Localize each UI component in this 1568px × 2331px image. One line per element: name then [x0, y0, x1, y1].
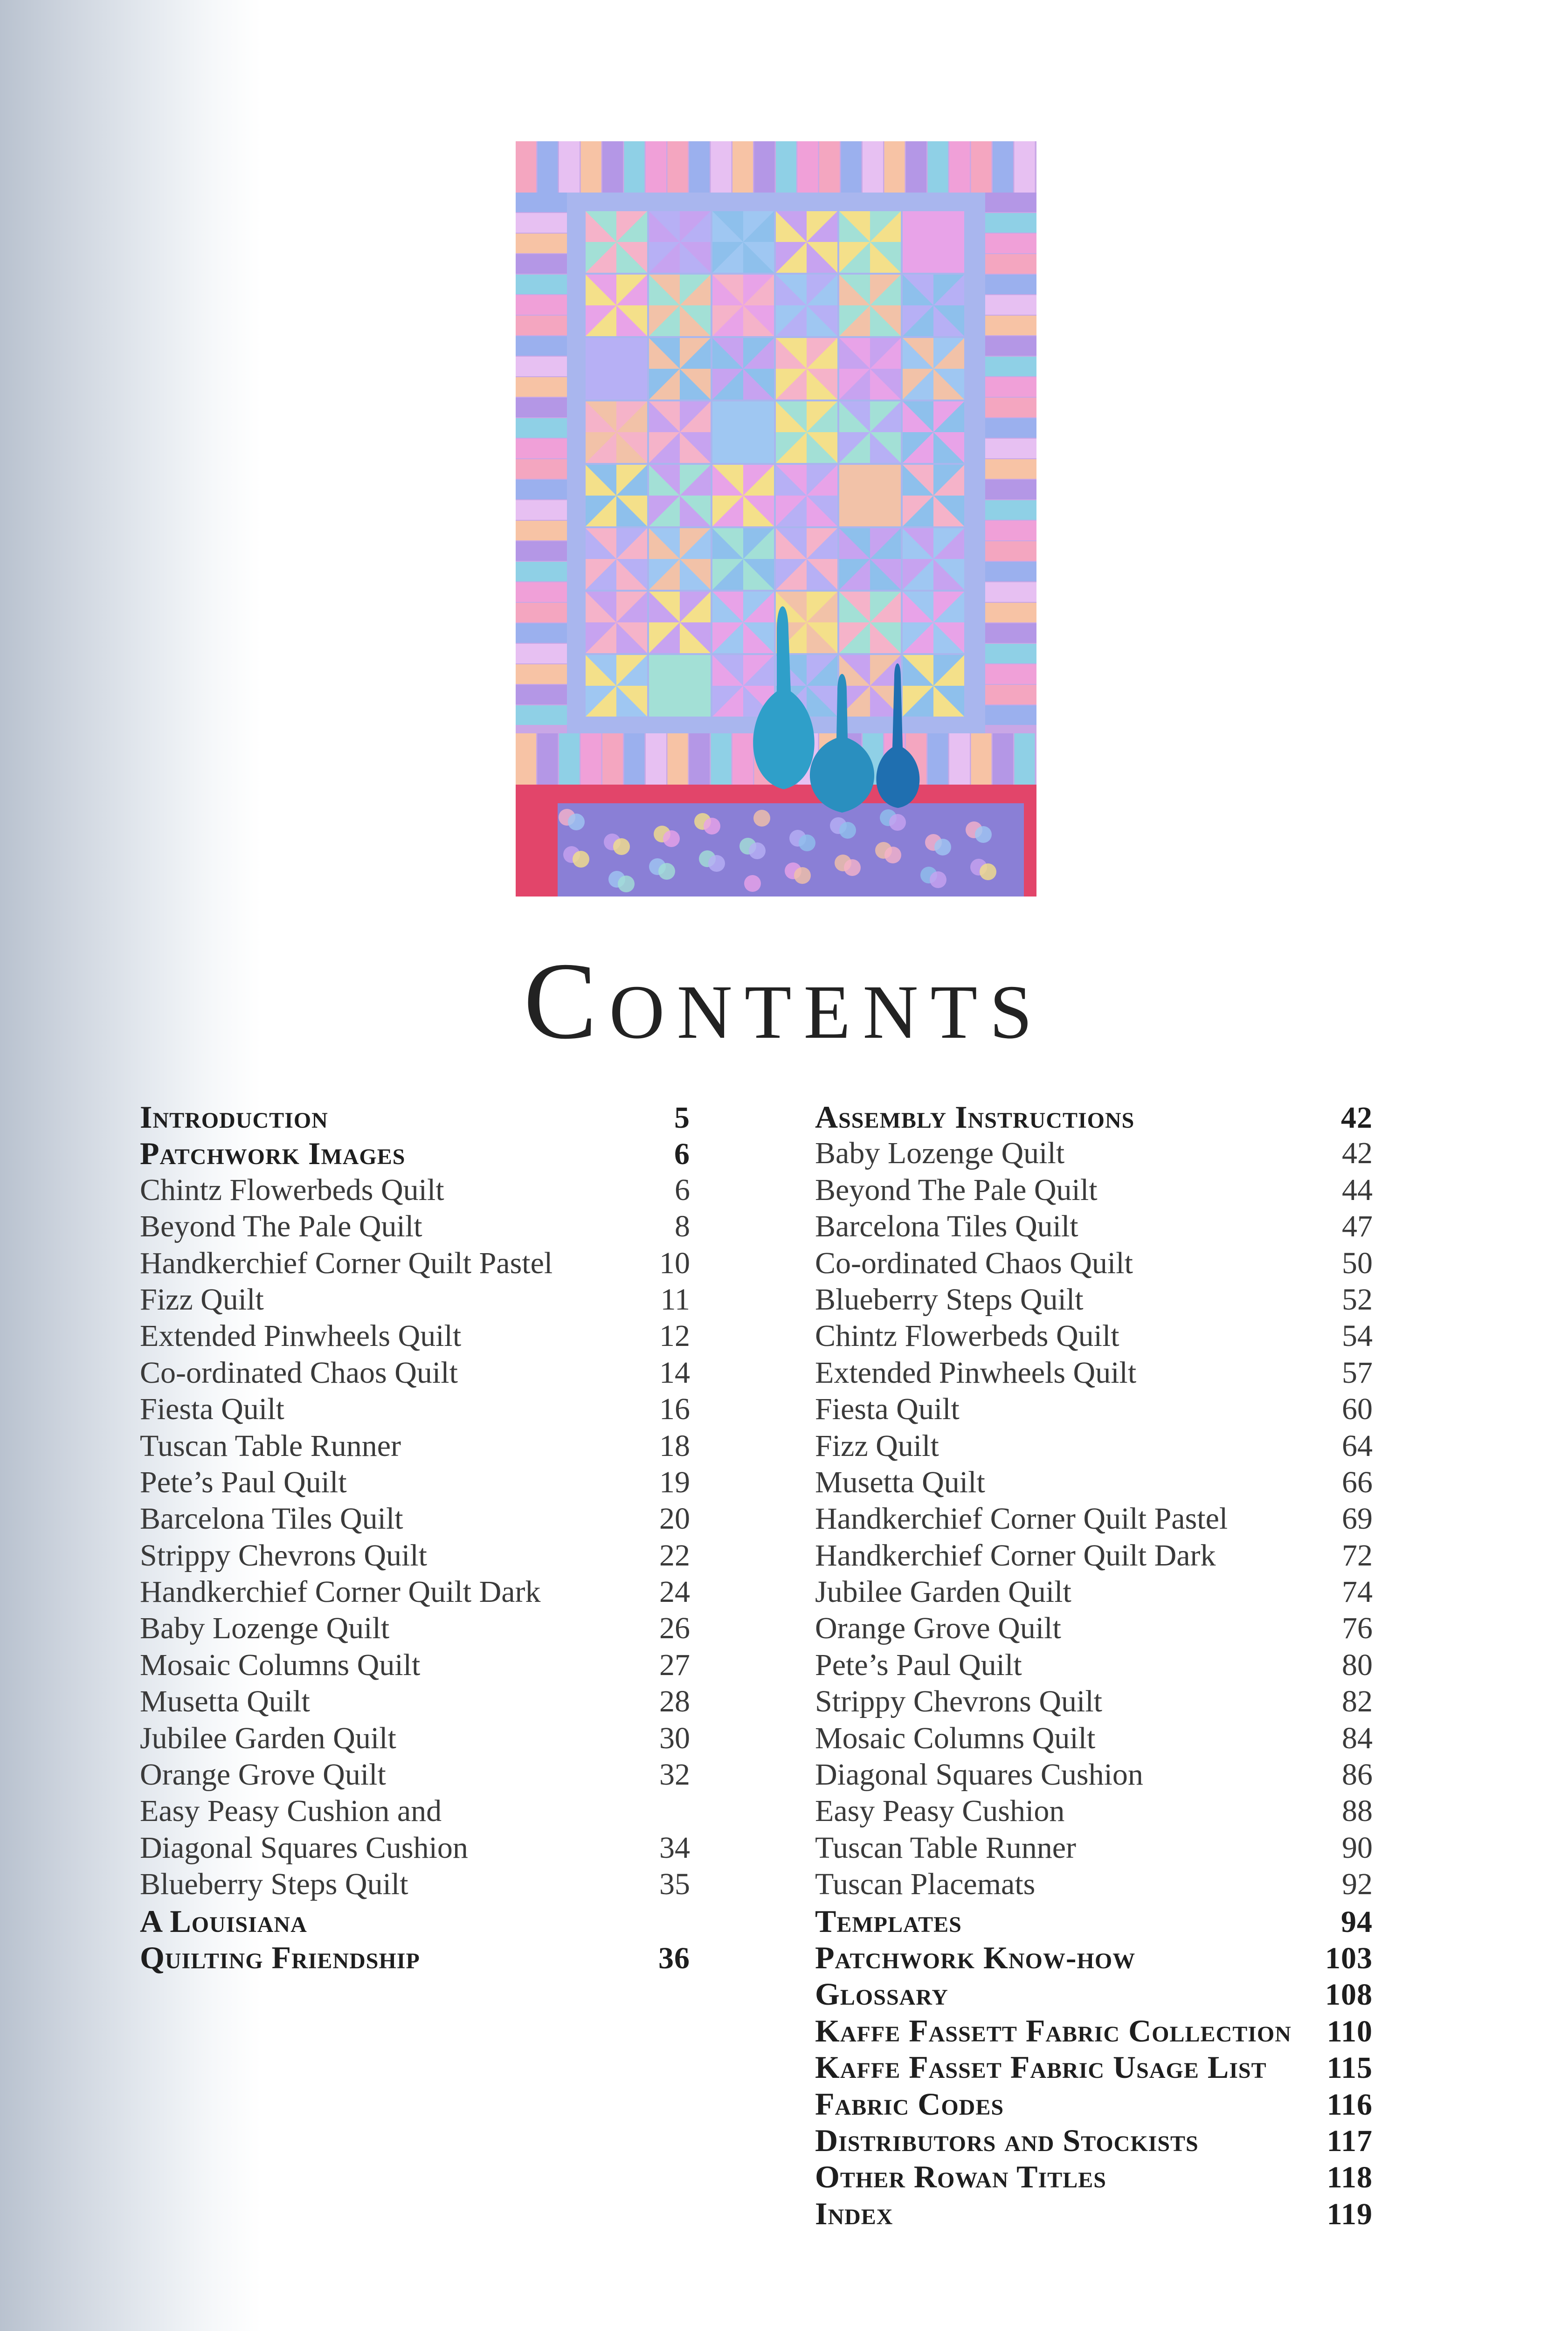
entry-title: Easy Peasy Cushion and	[140, 1794, 442, 1828]
entry-title: Kaffe Fassett Fabric Collection	[815, 2013, 1292, 2048]
quilt-top-stripe	[1015, 141, 1035, 193]
quilt-left-stripe	[516, 275, 567, 294]
contents-entry	[140, 1610, 690, 1647]
quilt-top-stripe	[538, 141, 558, 193]
entry-title: Chintz Flowerbeds Quilt	[140, 1172, 444, 1207]
quilt-right-stripe	[985, 439, 1036, 458]
entry-title: Fizz Quilt	[815, 1428, 939, 1463]
entry-title: Distributors and Stockists	[815, 2122, 1199, 2158]
quilt-bottom-stripe	[993, 733, 1013, 785]
quilt-top-stripe	[819, 141, 840, 193]
contents-entry	[815, 1720, 1373, 1757]
quilt-right-stripe	[985, 357, 1036, 376]
entry-title: Musetta Quilt	[815, 1465, 985, 1499]
entry-page-number: 36	[658, 1941, 690, 1975]
entry-title: Strippy Chevrons Quilt	[140, 1538, 428, 1572]
quilt-left-stripe	[516, 603, 567, 622]
entry-page-number: 60	[1342, 1392, 1373, 1427]
quilt-left-stripe	[516, 254, 567, 274]
contents-entry	[140, 1683, 690, 1720]
runner-pattern-dot	[884, 847, 901, 863]
quilt-right-stripe	[985, 685, 1036, 704]
quilt-right-stripe	[985, 541, 1036, 561]
entry-page-number: 57	[1342, 1355, 1373, 1390]
contents-entry	[815, 1683, 1373, 1720]
quilt-bottom-stripe	[1015, 733, 1035, 785]
runner-pattern-dot	[794, 867, 811, 884]
contents-entry	[815, 1610, 1373, 1647]
entry-title: Extended Pinwheels Quilt	[815, 1355, 1137, 1390]
contents-section-heading	[815, 1939, 1373, 1976]
entry-title: Barcelona Tiles Quilt	[815, 1209, 1078, 1244]
quilt-right-stripe	[985, 582, 1036, 602]
quilt-left-stripe	[516, 521, 567, 540]
entry-title: Pete’s Paul Quilt	[815, 1648, 1022, 1682]
entry-title: Fabric Codes	[815, 2086, 1004, 2122]
quilt-left-stripe	[516, 439, 567, 458]
quilt-top-stripe	[928, 141, 948, 193]
page-title: Contents	[523, 940, 1044, 1062]
quilt-left-stripe	[516, 623, 567, 643]
contents-entry	[815, 1355, 1373, 1391]
runner-pattern-dot	[749, 842, 766, 859]
entry-page-number: 115	[1326, 2051, 1373, 2085]
quilt-left-stripe	[516, 295, 567, 315]
contents-entry	[140, 1720, 690, 1757]
entry-page-number: 80	[1342, 1648, 1373, 1682]
entry-page-number: 30	[659, 1721, 690, 1755]
quilt-left-stripe	[516, 357, 567, 376]
runner-pattern-dot	[658, 863, 675, 880]
quilt-left-stripe	[516, 459, 567, 479]
quilt-bottom-stripe	[689, 733, 710, 785]
contents-entry	[815, 1757, 1373, 1793]
contents-entry	[815, 1647, 1373, 1683]
quilt-left-stripe	[516, 398, 567, 417]
contents-entry	[815, 1830, 1373, 1866]
contents-entry	[140, 1245, 690, 1282]
entry-title: Patchwork Know-how	[815, 1939, 1136, 1975]
quilt-right-stripe	[985, 254, 1036, 274]
entry-page-number: 14	[659, 1355, 690, 1390]
contents-entry	[140, 1501, 690, 1537]
entry-title: Handkerchief Corner Quilt Pastel	[140, 1246, 553, 1280]
entry-title: Other Rowan Titles	[815, 2159, 1106, 2195]
contents-entry	[815, 1318, 1373, 1354]
entry-title: Co-ordinated Chaos Quilt	[140, 1355, 458, 1390]
runner-pattern-dot	[753, 810, 770, 827]
quilt-right-stripe	[985, 664, 1036, 684]
entry-page-number: 19	[659, 1465, 690, 1499]
quilt-bottom-stripe	[538, 733, 558, 785]
quilt-bottom-stripe	[971, 733, 992, 785]
entry-title: Musetta Quilt	[140, 1684, 310, 1719]
quilt-top-stripe	[841, 141, 862, 193]
quilt-right-stripe	[985, 295, 1036, 315]
runner-pattern-dot	[573, 851, 589, 868]
entry-title: Fiesta Quilt	[815, 1392, 960, 1427]
contents-entry	[815, 1501, 1373, 1537]
quilt-left-stripe	[516, 541, 567, 561]
entry-title: Beyond The Pale Quilt	[140, 1209, 422, 1244]
runner-pattern-dot	[839, 822, 856, 839]
runner-pattern-dot	[613, 838, 630, 855]
entry-page-number: 8	[675, 1209, 690, 1244]
contents-entry	[140, 1574, 690, 1610]
entry-page-number: 88	[1342, 1794, 1373, 1828]
quilt-right-stripe	[985, 644, 1036, 663]
quilt-right-stripe	[985, 418, 1036, 438]
contents-entry	[140, 1647, 690, 1683]
quilt-top-stripe	[559, 141, 580, 193]
entry-title: Handkerchief Corner Quilt Dark	[140, 1575, 541, 1609]
runner-pattern-dot	[704, 818, 720, 834]
quilt-left-stripe	[516, 480, 567, 499]
quilt-left-stripe	[516, 316, 567, 335]
quilt-top-stripe	[624, 141, 645, 193]
entry-page-number: 90	[1342, 1830, 1373, 1865]
entry-page-number: 26	[659, 1611, 690, 1646]
entry-title: Fiesta Quilt	[140, 1392, 284, 1427]
contents-entry	[140, 1391, 690, 1428]
entry-title: Pete’s Paul Quilt	[140, 1465, 347, 1499]
quilt-right-stripe	[985, 336, 1036, 356]
quilt-right-stripe	[985, 377, 1036, 397]
entry-page-number: 50	[1342, 1246, 1373, 1280]
quilt-right-stripe	[985, 521, 1036, 540]
entry-page-number: 34	[659, 1830, 690, 1865]
entry-page-number: 94	[1341, 1904, 1373, 1939]
quilt-left-stripe	[516, 336, 567, 356]
quilt-top-stripe	[689, 141, 710, 193]
entry-page-number: 28	[659, 1684, 690, 1719]
quilt-top-stripe	[668, 141, 688, 193]
entry-title: Chintz Flowerbeds Quilt	[815, 1319, 1119, 1353]
runner-pattern-dot	[889, 814, 906, 831]
quilt-top-stripe	[863, 141, 883, 193]
entry-page-number: 52	[1342, 1282, 1373, 1317]
quilt-right-stripe	[985, 398, 1036, 417]
entry-title: Blueberry Steps Quilt	[140, 1867, 408, 1902]
entry-page-number: 86	[1342, 1758, 1373, 1792]
entry-page-number: 72	[1342, 1538, 1373, 1572]
entry-title: Templates	[815, 1903, 962, 1939]
quilt-top-stripe	[711, 141, 732, 193]
entry-title: Jubilee Garden Quilt	[815, 1575, 1071, 1609]
runner-pattern-dot	[663, 830, 680, 847]
entry-page-number: 18	[659, 1428, 690, 1463]
quilt-left-stripe	[516, 685, 567, 704]
contents-entry	[815, 1245, 1373, 1282]
entry-title: Co-ordinated Chaos Quilt	[815, 1246, 1133, 1280]
entry-page-number: 76	[1342, 1611, 1373, 1646]
contents-entry	[815, 1574, 1373, 1610]
entry-page-number: 84	[1342, 1721, 1373, 1755]
entry-page-number: 110	[1326, 2014, 1373, 2048]
quilt-left-stripe	[516, 582, 567, 602]
quilt-top-stripe	[884, 141, 905, 193]
quilt-right-stripe	[985, 213, 1036, 233]
quilt-bottom-stripe	[711, 733, 732, 785]
entry-title: Fizz Quilt	[140, 1282, 264, 1317]
quilt-left-stripe	[516, 418, 567, 438]
quilt-top-stripe	[971, 141, 992, 193]
entry-title: A Louisiana	[140, 1903, 307, 1939]
quilt-top-stripe	[581, 141, 601, 193]
quilt-right-stripe	[985, 705, 1036, 725]
contents-section-heading	[140, 1099, 690, 1135]
quilt-right-stripe	[985, 500, 1036, 520]
contents-entry	[140, 1172, 690, 1208]
entry-title: Kaffe Fasset Fabric Usage List	[815, 2049, 1267, 2085]
quilt-top-stripe	[776, 141, 796, 193]
quilt-top-stripe	[754, 141, 775, 193]
entry-title: Handkerchief Corner Quilt Dark	[815, 1538, 1216, 1572]
contents-section-heading	[815, 2122, 1373, 2159]
entry-page-number: 5	[674, 1101, 690, 1135]
entry-title: Beyond The Pale Quilt	[815, 1172, 1098, 1207]
quilt-top-stripe	[949, 141, 970, 193]
contents-section-heading	[140, 1903, 690, 1939]
quilt-left-stripe	[516, 377, 567, 397]
entry-title: Glossary	[815, 1976, 948, 2012]
contents-entry	[140, 1318, 690, 1354]
quilt-illustration	[516, 141, 1036, 897]
contents-section-heading	[815, 2086, 1373, 2122]
entry-page-number: 47	[1342, 1209, 1373, 1244]
quilt-left-stripe	[516, 705, 567, 725]
entry-page-number: 22	[659, 1538, 690, 1572]
entry-title: Extended Pinwheels Quilt	[140, 1319, 462, 1353]
runner-pattern-dot	[799, 834, 815, 851]
quilt-right-stripe	[985, 603, 1036, 622]
entry-title: Tuscan Table Runner	[140, 1428, 401, 1463]
quilt-right-stripe	[985, 459, 1036, 479]
quilt-right-stripe	[985, 193, 1036, 212]
runner-pattern-dot	[708, 855, 725, 872]
quilt-left-stripe	[516, 664, 567, 684]
quilt-bottom-stripe	[602, 733, 623, 785]
contents-entry	[140, 1830, 690, 1866]
entry-page-number: 42	[1342, 1136, 1373, 1171]
entry-title: Tuscan Placemats	[815, 1867, 1036, 1902]
contents-entry	[140, 1538, 690, 1574]
entry-page-number: 27	[659, 1648, 690, 1682]
quilt-right-stripe	[985, 316, 1036, 335]
entry-title: Orange Grove Quilt	[815, 1611, 1061, 1646]
runner-pattern-dot	[934, 839, 951, 855]
entry-title: Introduction	[140, 1099, 328, 1135]
quilt-right-stripe	[985, 234, 1036, 253]
entry-title: Blueberry Steps Quilt	[815, 1282, 1084, 1317]
runner-pattern-dot	[980, 863, 996, 880]
quilt-right-stripe	[985, 480, 1036, 499]
contents-entry	[815, 1866, 1373, 1903]
quilt-bottom-stripe	[624, 733, 645, 785]
runner-pattern-dot	[568, 814, 585, 830]
runner-pattern-dot	[975, 826, 992, 843]
quilt-bottom-stripe	[646, 733, 666, 785]
contents-entry	[815, 1428, 1373, 1464]
contents-section-heading	[815, 1099, 1373, 1135]
quilt-left-stripe	[516, 562, 567, 581]
entry-title: Baby Lozenge Quilt	[140, 1611, 390, 1646]
contents-entry	[815, 1282, 1373, 1318]
quilt-bottom-stripe	[559, 733, 580, 785]
quilt-bottom-stripe	[516, 733, 536, 785]
entry-title: Handkerchief Corner Quilt Pastel	[815, 1502, 1228, 1536]
quilt-bottom-stripe	[668, 733, 688, 785]
entry-title: Quilting Friendship	[140, 1939, 420, 1975]
contents-section-heading	[815, 1976, 1373, 2012]
contents-entry	[815, 1172, 1373, 1208]
entry-page-number: 108	[1325, 1978, 1373, 2012]
quilt-left-stripe	[516, 193, 567, 212]
contents-right-column	[815, 1099, 1373, 2232]
quilt-right-stripe	[985, 275, 1036, 294]
quilt-bottom-stripe	[732, 733, 753, 785]
entry-page-number: 119	[1326, 2197, 1373, 2231]
entry-page-number: 32	[659, 1758, 690, 1792]
quilt-bottom-stripe	[928, 733, 948, 785]
entry-title: Assembly Instructions	[815, 1099, 1135, 1135]
entry-title: Mosaic Columns Quilt	[140, 1648, 421, 1682]
entry-page-number: 20	[659, 1502, 690, 1536]
contents-entry	[140, 1866, 690, 1903]
entry-title: Diagonal Squares Cushion	[140, 1830, 468, 1865]
entry-page-number: 64	[1342, 1428, 1373, 1463]
contents-entry	[140, 1793, 690, 1829]
quilt-left-stripe	[516, 644, 567, 663]
contents-entry	[140, 1757, 690, 1793]
entry-page-number: 117	[1326, 2124, 1373, 2158]
entry-title: Baby Lozenge Quilt	[815, 1136, 1065, 1171]
entry-title: Orange Grove Quilt	[140, 1758, 386, 1792]
entry-page-number: 116	[1326, 2087, 1373, 2122]
entry-page-number: 42	[1341, 1101, 1373, 1135]
quilt-top-stripe	[993, 141, 1013, 193]
entry-page-number: 82	[1342, 1684, 1373, 1719]
entry-page-number: 103	[1325, 1941, 1373, 1975]
contents-entry	[815, 1538, 1373, 1574]
entry-title: Diagonal Squares Cushion	[815, 1758, 1143, 1792]
quilt-top-stripe	[646, 141, 666, 193]
contents-section-heading	[815, 2159, 1373, 2195]
quilt-top-stripe	[516, 141, 536, 193]
contents-entry	[815, 1208, 1373, 1245]
contents-entry	[140, 1464, 690, 1501]
entry-page-number: 12	[659, 1319, 690, 1353]
contents-entry	[140, 1282, 690, 1318]
entry-title: Strippy Chevrons Quilt	[815, 1684, 1103, 1719]
entry-page-number: 74	[1342, 1575, 1373, 1609]
entry-page-number: 66	[1342, 1465, 1373, 1499]
runner-pattern-dot	[744, 875, 761, 892]
entry-title: Jubilee Garden Quilt	[140, 1721, 396, 1755]
entry-page-number: 35	[659, 1867, 690, 1902]
entry-title: Mosaic Columns Quilt	[815, 1721, 1096, 1755]
quilt-right-stripe	[985, 562, 1036, 581]
entry-page-number: 24	[659, 1575, 690, 1609]
entry-page-number: 92	[1342, 1867, 1373, 1902]
contents-entry	[815, 1793, 1373, 1829]
entry-page-number: 6	[675, 1172, 690, 1207]
entry-title: Barcelona Tiles Quilt	[140, 1502, 403, 1536]
contents-entry	[815, 1135, 1373, 1172]
quilt-left-stripe	[516, 213, 567, 233]
entry-page-number: 44	[1342, 1172, 1373, 1207]
quilt-right-stripe	[985, 623, 1036, 643]
contents-entry	[140, 1355, 690, 1391]
entry-title: Tuscan Table Runner	[815, 1830, 1077, 1865]
runner-pattern-dot	[618, 876, 635, 892]
entry-page-number: 118	[1326, 2160, 1373, 2195]
contents-entry	[140, 1428, 690, 1464]
runner-pattern-dot	[844, 859, 861, 876]
quilt-top-stripe	[602, 141, 623, 193]
entry-page-number: 11	[660, 1282, 690, 1317]
quilt-bottom-stripe	[949, 733, 970, 785]
entry-page-number: 6	[674, 1137, 690, 1172]
runner-pattern-dot	[930, 871, 946, 888]
quilt-top-stripe	[906, 141, 926, 193]
entry-page-number: 54	[1342, 1319, 1373, 1353]
contents-left-column	[140, 1099, 690, 1976]
entry-title: Easy Peasy Cushion	[815, 1794, 1065, 1828]
contents-section-heading	[815, 1903, 1373, 1939]
quilt-left-stripe	[516, 234, 567, 253]
quilt-top-stripe	[732, 141, 753, 193]
contents-section-heading	[140, 1939, 690, 1976]
quilt-left-stripe	[516, 500, 567, 520]
contents-entry	[815, 1464, 1373, 1501]
quilt-top-stripe	[798, 141, 818, 193]
contents-section-heading	[815, 2049, 1373, 2085]
contents-entry	[815, 1391, 1373, 1428]
entry-page-number: 69	[1342, 1502, 1373, 1536]
entry-page-number: 16	[659, 1392, 690, 1427]
entry-page-number: 10	[659, 1246, 690, 1280]
entry-title: Index	[815, 2195, 893, 2231]
quilt-bottom-stripe	[581, 733, 601, 785]
entry-title: Patchwork Images	[140, 1136, 406, 1172]
contents-entry	[140, 1208, 690, 1245]
contents-section-heading	[815, 2013, 1373, 2049]
quilt-photo	[516, 141, 1036, 897]
contents-section-heading	[815, 2195, 1373, 2232]
contents-section-heading	[140, 1135, 690, 1172]
